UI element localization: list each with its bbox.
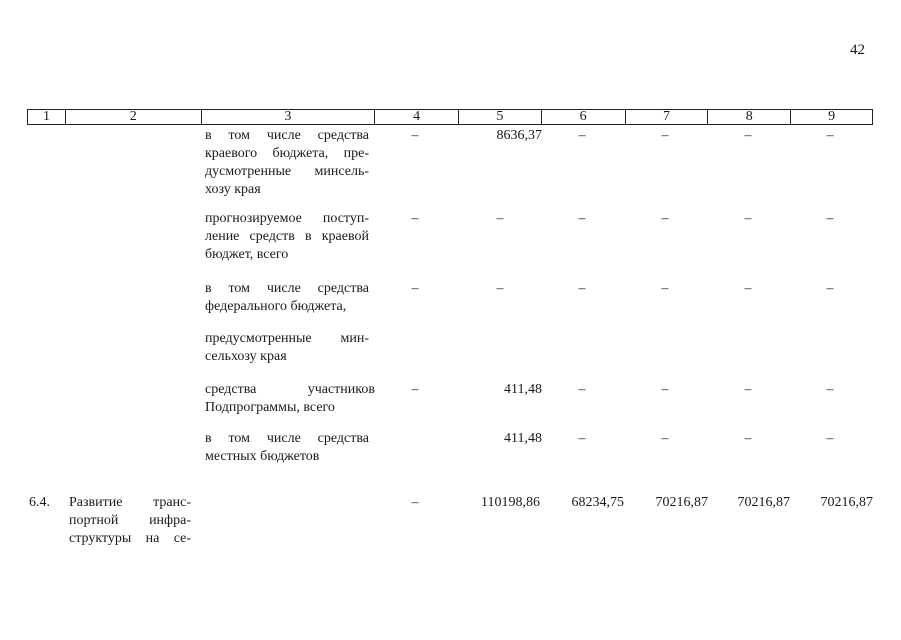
cell-col-8: 70216,87 (737, 495, 790, 510)
row-title: Развитие транс- портной инфра- структуры на се- (69, 495, 191, 546)
cell-col-9: 70216,87 (820, 495, 873, 510)
header-col-4: 4 (375, 110, 459, 124)
cell-col-9: – (826, 128, 834, 143)
row-description: в том числе средства краевого бюджета, пре- дусмотренные минсель- хозу края (205, 128, 369, 197)
cell-col-6: – (578, 382, 586, 397)
header-col-5: 5 (459, 110, 542, 124)
row-number: 6.4. (29, 495, 50, 510)
cell-col-6: – (578, 431, 586, 446)
cell-col-4: – (411, 382, 419, 397)
cell-col-7: – (661, 128, 669, 143)
header-col-2: 2 (66, 110, 202, 124)
cell-col-4: – (411, 128, 419, 143)
cell-col-8: – (744, 431, 752, 446)
cell-col-5: – (496, 211, 504, 226)
table-header (27, 109, 873, 125)
row-description: предусмотренные мин- сельхозу края (205, 331, 369, 364)
cell-col-8: – (744, 211, 752, 226)
cell-col-7: – (661, 382, 669, 397)
header-col-8: 8 (708, 110, 791, 124)
header-col-7: 7 (626, 110, 709, 124)
cell-col-5: 8636,37 (496, 128, 542, 143)
cell-col-7: 70216,87 (655, 495, 708, 510)
row-description: средства участников Подпрограммы, всего (205, 382, 375, 415)
cell-col-5: 411,48 (504, 382, 542, 397)
cell-col-6: – (578, 281, 586, 296)
cell-col-7: – (661, 211, 669, 226)
cell-col-4: – (411, 495, 419, 510)
header-col-3: 3 (202, 110, 376, 124)
header-col-6: 6 (542, 110, 626, 124)
row-description: прогнозируемое поступ- ление средств в краевой бюджет, всего (205, 211, 369, 262)
cell-col-6: – (578, 128, 586, 143)
row-description: в том числе средства местных бюджетов (205, 431, 369, 464)
cell-col-8: – (744, 382, 752, 397)
cell-col-8: – (744, 281, 752, 296)
cell-col-5: 411,48 (504, 431, 542, 446)
cell-col-5: – (496, 281, 504, 296)
cell-col-4: – (411, 211, 419, 226)
cell-col-4: – (411, 281, 419, 296)
cell-col-9: – (826, 211, 834, 226)
cell-col-7: – (661, 281, 669, 296)
header-col-9: 9 (828, 109, 836, 124)
cell-col-5: 110198,86 (481, 495, 540, 510)
cell-col-6: – (578, 211, 586, 226)
header-col-1: 1 (28, 110, 66, 124)
cell-col-9: – (826, 281, 834, 296)
page-number: 42 (850, 42, 865, 58)
cell-col-7: – (661, 431, 669, 446)
cell-col-6: 68234,75 (571, 495, 624, 510)
cell-col-8: – (744, 128, 752, 143)
cell-col-9: – (826, 431, 834, 446)
row-description: в том числе средства федерального бюджета, (205, 281, 369, 314)
cell-col-9: – (826, 382, 834, 397)
